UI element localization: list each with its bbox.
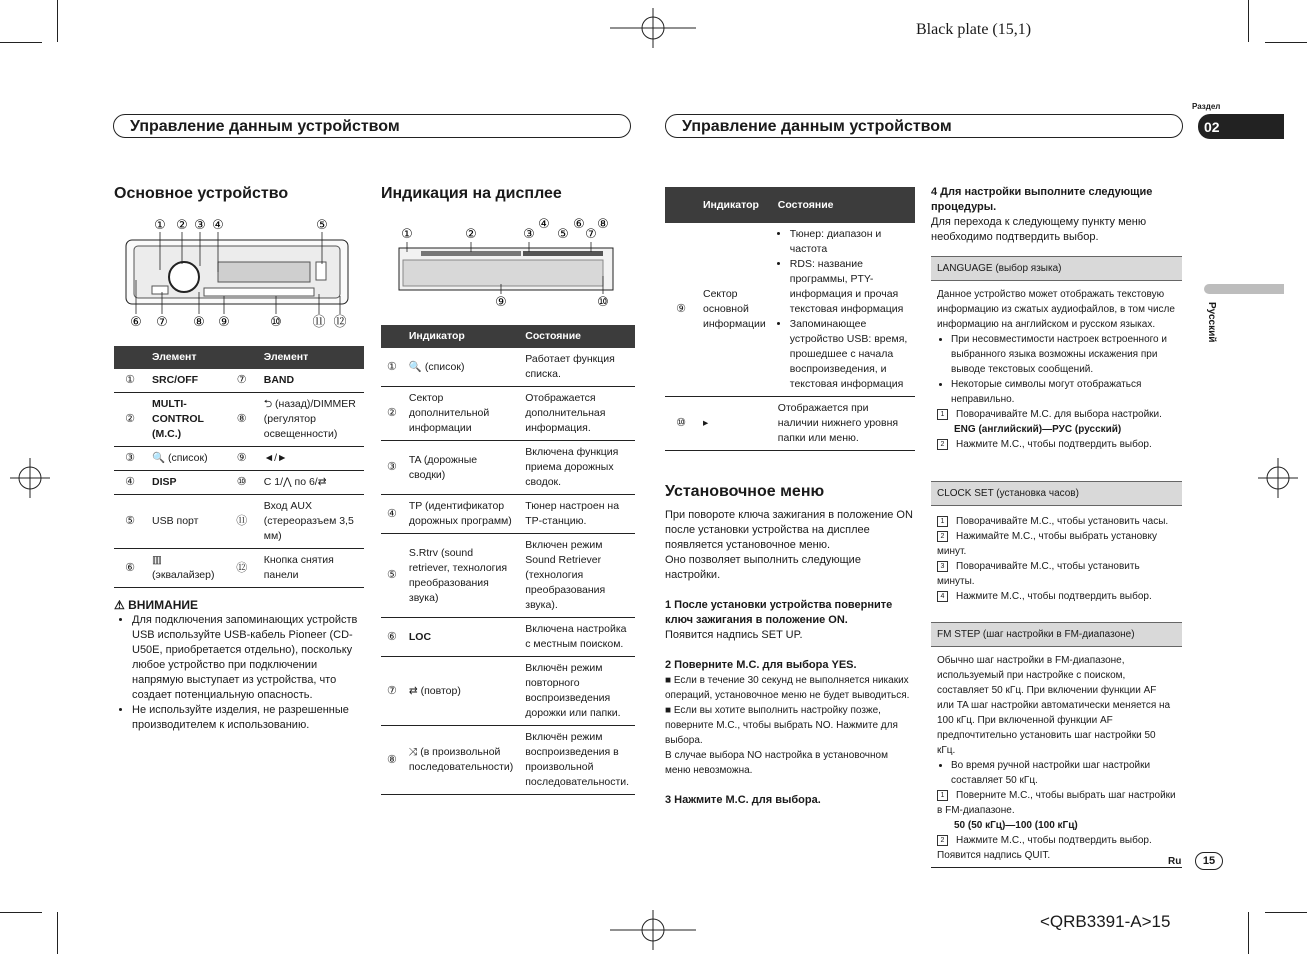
- registration-target: [610, 8, 696, 48]
- language-setting: LANGUAGE (выбор языка) Данное устройство может отображать текстовую информацию из сжатых аудиофайлов, в том числе информацию на английском и русском языках. • При несовместимости настроек встроенного и выбранного языка возможны искажения при выводе текстовых сообщений. • Некоторые символы могут отображаться неправильно. 1 Поворачивайте M.C. для выбора настройки. ENG (английский)—РУС (русский) 2 Нажмите M.C., чтобы подтвердить выбор.: [931, 256, 1182, 452]
- registration-target: [1258, 458, 1298, 498]
- step4-block: 4 Для настройки выполните следующие процедуры. Для перехода к следующему пункту меню необходимо подтвердить выбор.: [931, 186, 1153, 243]
- table-row: ⑦ ⇄ (повтор) Включён режим повторного воспроизведения дорожки или папки.: [381, 657, 635, 726]
- table-row: ⑥ ▥ (эквалайзер) ⑫ Кнопка снятия панели: [114, 549, 364, 588]
- callout-label: ①: [154, 218, 166, 233]
- table-row: ① SRC/OFF ⑦ BAND: [114, 369, 364, 393]
- callout-label: ⑥: [130, 315, 142, 330]
- table-row: ⑤ S.Rtrv (sound retriever, технология преобразования звука) Включен режим Sound Retriever (технология преобразования звука).: [381, 534, 635, 618]
- warning-title: ВНИМАНИЕ: [128, 598, 199, 612]
- column-header: Индикатор: [697, 187, 772, 223]
- table-row: ② Сектор дополнительной информации Отображается дополнительная информация.: [381, 387, 635, 441]
- callout-label: ③: [194, 218, 206, 233]
- warning-icon: ⚠: [114, 598, 125, 612]
- callout-label: ⑧: [193, 315, 205, 330]
- display-diagram: [381, 214, 631, 314]
- page-lang-code: Ru: [1168, 856, 1182, 867]
- right-page-title: Управление данным устройством: [665, 114, 1183, 138]
- callout-label: ⑤: [557, 227, 569, 242]
- crop-mark: [57, 912, 58, 954]
- table-row: ③ 🔍 (список) ⑨ ◄/►: [114, 447, 364, 471]
- main-unit-title: Основное устройство: [114, 185, 289, 202]
- fm-step-setting: FM STEP (шаг настройки в FM-диапазоне) Обычно шаг настройки в FM-диапазоне, используемый при настройке с поиском, составляет 50 кГц. При включении функции AF или TA шаг настройки автоматически меняется на 100 кГц. При включенной функции AF предпочтительно установить шаг настройки 50 кГц. • Во время ручной настройки шаг настройки составляет 50 кГц. 1 Поверните M.C., чтобы выбрать шаг настройки в FM-диапазоне. 50 (50 кГц)—100 (100 кГц) 2 Нажмите M.C., чтобы подтвердить выбор. Появится надпись QUIT.: [931, 622, 1182, 868]
- table-row: ⑤ USB порт ⑪ Вход AUX (стереоразъем 3,5 мм): [114, 495, 364, 549]
- table-row: ① 🔍 (список) Работает функция списка.: [381, 348, 635, 387]
- setup-menu-title: Установочное меню: [665, 483, 825, 500]
- crop-mark: [0, 912, 42, 913]
- callout-label: ⑫: [333, 315, 347, 330]
- column-header: Элемент: [258, 346, 364, 369]
- callout-label: ⑨: [218, 315, 230, 330]
- plate-label: Black plate (15,1): [916, 21, 1032, 38]
- language-label: Русский: [1206, 302, 1217, 343]
- callout-label: ⑪: [312, 315, 326, 330]
- crop-mark: [1265, 42, 1307, 43]
- column-header: Состояние: [772, 187, 915, 223]
- callout-label: ⑧: [597, 217, 609, 232]
- display-indication-title: Индикация на дисплее: [381, 185, 562, 202]
- warning-block: [114, 598, 364, 733]
- callout-label: ⑩: [270, 315, 282, 330]
- crop-mark: [1265, 912, 1307, 913]
- warning-item: • Для подключения запоминающих устройств USB используйте USB-кабель Pioneer (CD-U50E, приобретается отдельно), поскольку любое устройство при подключении напрямую выступает из устройства, что создает потенциальную опасность.: [132, 613, 364, 703]
- left-page-title: Управление данным устройством: [113, 114, 631, 138]
- callout-label: ⑩: [597, 295, 609, 310]
- table-row: ⑨ Сектор основной информации • Тюнер: диапазон и частота • RDS: название программы, PTY-информация и прочая текстовая информация • Запоминающее устройство USB: время, прошедшее с начала воспроизведения, и текстовая информация: [665, 223, 915, 397]
- callout-label: ⑨: [495, 295, 507, 310]
- callout-label: ④: [538, 217, 550, 232]
- main-unit-diagram: [114, 214, 364, 332]
- section-number: 02: [1198, 114, 1284, 139]
- page-number: 15: [1195, 852, 1223, 870]
- table-row: ④ DISP ⑩ С 1/⋀ по 6/⇄: [114, 471, 364, 495]
- crop-mark: [57, 0, 58, 42]
- table-row: ⑩ ▸ Отображается при наличии нижнего уровня папки или меню.: [665, 397, 915, 451]
- crop-mark: [0, 42, 42, 43]
- column-header: Индикатор: [403, 325, 519, 348]
- table-row: ⑥ LOC Включена настройка с местным поиском.: [381, 618, 635, 657]
- registration-target: [610, 910, 696, 950]
- section-label: Раздел: [1192, 102, 1221, 111]
- callout-label: ⑥: [573, 217, 585, 232]
- indicators-table-continued: [665, 187, 915, 451]
- crop-mark: [1248, 0, 1249, 42]
- column-header: Элемент: [146, 346, 226, 369]
- callout-label: ②: [465, 227, 477, 242]
- clock-setting: CLOCK SET (установка часов) 1 Поворачивайте M.C., чтобы установить часы. 2 Нажимайте M.C., чтобы выбрать установку минут. 3 Поворачивайте M.C., чтобы установить минуты. 4 Нажмите M.C., чтобы подтвердить выбор.: [931, 481, 1182, 604]
- callout-label: ②: [176, 218, 188, 233]
- callout-label: ⑤: [316, 218, 328, 233]
- registration-target: [10, 458, 50, 498]
- table-row: ② MULTI-CONTROL (M.C.) ⑧ ⮌ (назад)/DIMMER (регулятор освещенности): [114, 393, 364, 447]
- elements-table: [114, 346, 364, 588]
- callout-label: ⑦: [585, 227, 597, 242]
- language-tab: [1204, 284, 1284, 294]
- warning-item: • Не используйте изделия, не разрешенные производителем к использованию.: [132, 703, 364, 733]
- indicators-table: [381, 325, 635, 795]
- table-row: ④ TP (идентификатор дорожных программ) Тюнер настроен на TP-станцию.: [381, 495, 635, 534]
- callout-label: ④: [212, 218, 224, 233]
- callout-label: ③: [523, 227, 535, 242]
- callout-label: ⑦: [156, 315, 168, 330]
- setup-menu-text: При повороте ключа зажигания в положение ON после установки устройства на дисплее появляется установочное меню. Оно позволяет выполнить следующие настройки. 1 После установки устройства поверните ключ зажигания в положение ON. Появится надпись SET UP. 2 Поверните M.C. для выбора YES. ■ Если в течение 30 секунд не выполняется никаких операций, установочное меню не будет выводиться. ■ Если вы хотите выполнить настройку позже, поверните M.C., чтобы выбрать NO. Нажмите для выбора. В случае выбора NO настройка в установочном меню невозможна. 3 Нажмите M.C. для выбора.: [665, 509, 913, 806]
- table-row: ⑧ ⤨ (в произвольной последовательности) Включён режим воспроизведения в произвольной последовательности.: [381, 726, 635, 795]
- crop-mark: [1248, 912, 1249, 954]
- document-code: <QRB3391-A>15: [1040, 912, 1171, 931]
- callout-label: ①: [401, 227, 413, 242]
- column-header: Состояние: [519, 325, 635, 348]
- table-row: ③ TA (дорожные сводки) Включена функция приема дорожных сводок.: [381, 441, 635, 495]
